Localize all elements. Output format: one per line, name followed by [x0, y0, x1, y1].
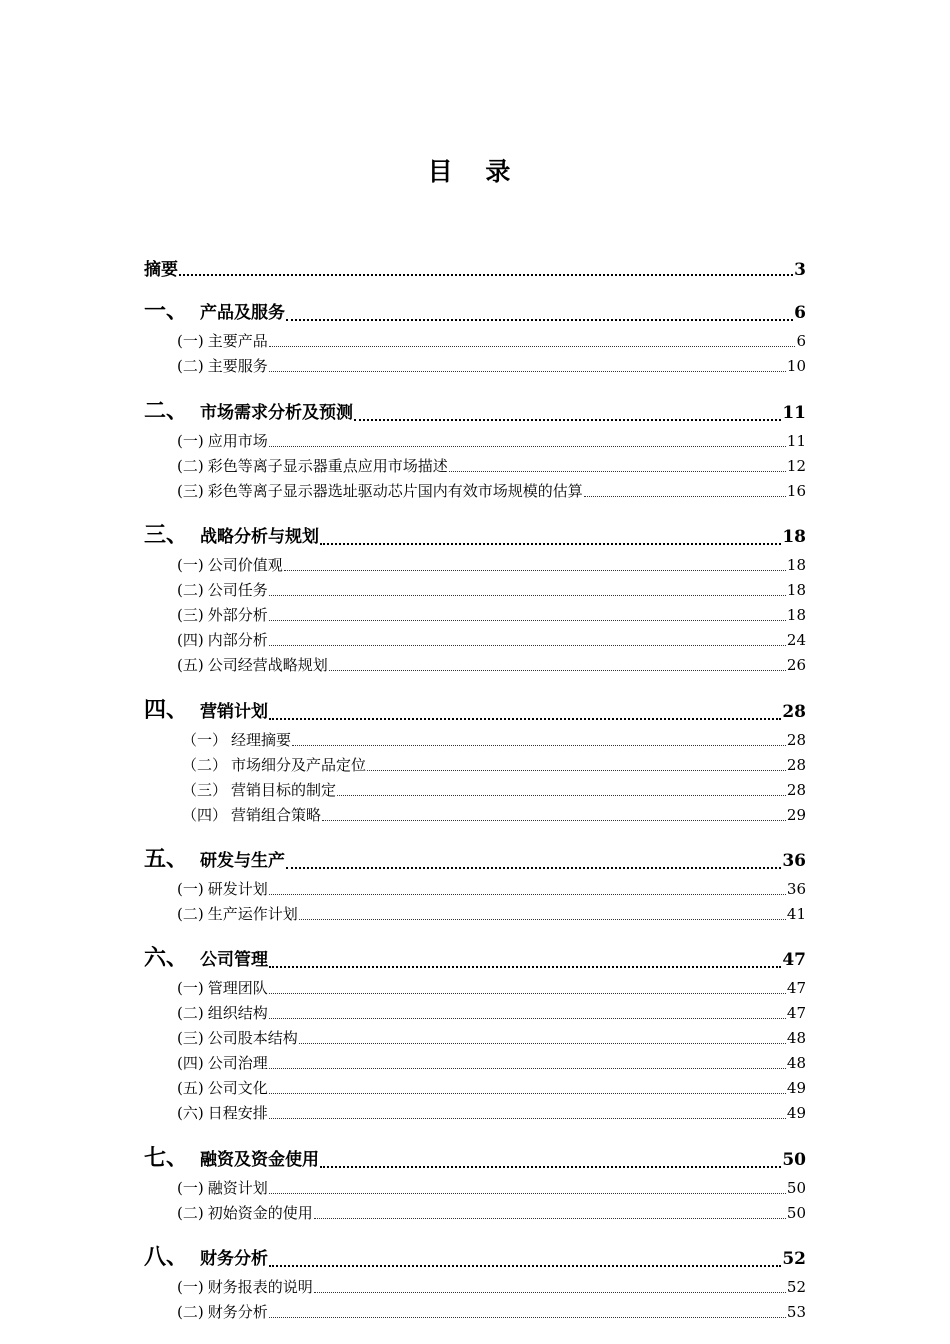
section-page: 48 [786, 1029, 806, 1047]
toc-chapter-entry[interactable] [144, 1240, 806, 1271]
section-title: 应用市场 [207, 432, 268, 450]
dot-leader [269, 718, 781, 720]
section-number: (二) [177, 905, 204, 923]
chapter-number: 七、 [144, 1145, 189, 1171]
section-title: 初始资金的使用 [207, 1204, 313, 1222]
section-page: 24 [786, 631, 806, 649]
dot-leader [269, 966, 781, 968]
section-number: (四) [177, 1054, 204, 1072]
dot-leader [269, 1317, 786, 1318]
toc-entry-title: 摘要 [144, 260, 178, 280]
section-number: (三) [177, 482, 204, 500]
toc-chapter-entry[interactable] [144, 294, 806, 325]
section-page: 12 [786, 457, 806, 475]
toc-section-entry[interactable] [177, 654, 806, 675]
toc-section-entry[interactable] [177, 480, 806, 501]
dot-leader [584, 496, 786, 497]
chapter-title: 营销计划 [200, 702, 268, 722]
dot-leader [284, 570, 786, 571]
toc-chapter-entry[interactable] [144, 941, 806, 972]
toc-section-entry[interactable] [182, 754, 806, 775]
section-number: (二) [177, 457, 204, 475]
section-number: (六) [177, 1104, 204, 1122]
toc-section-entry[interactable] [177, 579, 806, 600]
dot-leader [299, 1043, 786, 1044]
dot-leader [299, 919, 786, 920]
dot-leader [320, 543, 781, 545]
section-title: 财务报表的说明 [207, 1278, 313, 1296]
toc-section-entry[interactable] [177, 1077, 806, 1098]
section-title: 公司经营战略规划 [207, 656, 328, 674]
dot-leader [269, 1093, 786, 1094]
section-page: 26 [786, 656, 806, 674]
dot-leader [269, 1265, 781, 1267]
section-title: 公司股本结构 [207, 1029, 298, 1047]
dot-leader [269, 645, 786, 646]
toc-section-entry[interactable] [177, 455, 806, 476]
dot-leader [314, 1218, 786, 1219]
section-page: 11 [786, 432, 806, 450]
section-number: (一) [177, 880, 204, 898]
dot-leader [286, 867, 781, 869]
section-number: (三) [177, 1029, 204, 1047]
section-title: 营销目标的制定 [231, 781, 337, 799]
section-page: 28 [786, 756, 806, 774]
toc-section-entry[interactable] [177, 554, 806, 575]
section-number: (一) [177, 1278, 204, 1296]
section-title: 生产运作计划 [207, 905, 298, 923]
chapter-page: 36 [782, 851, 806, 871]
section-title: 日程安排 [207, 1104, 268, 1122]
section-page: 50 [786, 1179, 806, 1197]
dot-leader [269, 1118, 786, 1119]
chapter-number: 二、 [144, 398, 189, 424]
dot-leader [322, 820, 786, 821]
section-number: (一) [177, 556, 204, 574]
chapter-number: 六、 [144, 945, 189, 971]
toc-section-entry[interactable] [177, 1177, 806, 1198]
section-title: 市场细分及产品定位 [231, 756, 367, 774]
toc-section-entry[interactable] [177, 1276, 806, 1297]
toc-section-entry[interactable] [177, 1052, 806, 1073]
dot-leader [337, 795, 786, 796]
section-page: 18 [786, 556, 806, 574]
chapter-number: 三、 [144, 522, 189, 548]
toc-section-entry[interactable] [177, 330, 806, 351]
dot-leader [320, 1166, 781, 1168]
toc-section-entry[interactable] [177, 629, 806, 650]
chapter-page: 52 [782, 1249, 806, 1269]
section-title: 经理摘要 [231, 731, 292, 749]
section-title: 公司任务 [207, 581, 268, 599]
toc-section-entry[interactable] [177, 878, 806, 899]
dot-leader [367, 770, 786, 771]
dot-leader [269, 1193, 786, 1194]
section-title: 融资计划 [207, 1179, 268, 1197]
section-page: 28 [786, 731, 806, 749]
toc-chapter-entry[interactable] [144, 518, 806, 549]
toc-chapter-entry[interactable] [144, 1141, 806, 1172]
dot-leader [286, 319, 793, 321]
chapter-number: 八、 [144, 1244, 189, 1270]
section-number: (一) [177, 432, 204, 450]
dot-leader [269, 894, 786, 895]
section-page: 41 [786, 905, 806, 923]
section-number: (一) [177, 1179, 204, 1197]
section-page: 48 [786, 1054, 806, 1072]
dot-leader [314, 1292, 786, 1293]
section-page: 28 [786, 781, 806, 799]
dot-leader [329, 670, 786, 671]
toc-chapter-entry[interactable] [144, 394, 806, 425]
section-title: 管理团队 [207, 979, 268, 997]
toc-section-entry[interactable] [177, 355, 806, 376]
toc-section-entry[interactable] [177, 1202, 806, 1223]
chapter-title: 公司管理 [200, 950, 268, 970]
section-title: 财务分析 [207, 1303, 268, 1321]
section-number: （二） [182, 756, 228, 774]
toc-entry-page: 3 [794, 260, 806, 280]
section-number: (五) [177, 1079, 204, 1097]
chapter-title: 产品及服务 [200, 303, 285, 323]
dot-leader [292, 745, 786, 746]
dot-leader [269, 1068, 786, 1069]
section-number: (四) [177, 631, 204, 649]
section-number: （一） [182, 731, 228, 749]
section-number: (三) [177, 606, 204, 624]
chapter-page: 18 [782, 527, 806, 547]
chapter-title: 财务分析 [200, 1249, 268, 1269]
section-number: （三） [182, 781, 228, 799]
toc-entry-abstract[interactable] [144, 255, 806, 280]
section-page: 52 [786, 1278, 806, 1296]
toc-chapter-entry[interactable] [144, 842, 806, 873]
dot-leader [269, 595, 786, 596]
section-page: 10 [786, 357, 806, 375]
toc-section-entry[interactable] [177, 604, 806, 625]
section-title: 研发计划 [207, 880, 268, 898]
section-page: 47 [786, 979, 806, 997]
chapter-title: 市场需求分析及预测 [200, 403, 353, 423]
chapter-title: 研发与生产 [200, 851, 285, 871]
section-title: 外部分析 [207, 606, 268, 624]
chapter-number: 五、 [144, 846, 189, 872]
toc-section-entry[interactable] [177, 977, 806, 998]
dot-leader [354, 419, 781, 421]
section-page: 47 [786, 1004, 806, 1022]
section-number: (一) [177, 332, 204, 350]
section-page: 36 [786, 880, 806, 898]
section-title: 公司文化 [207, 1079, 268, 1097]
section-page: 18 [786, 606, 806, 624]
section-number: (二) [177, 1004, 204, 1022]
section-page: 18 [786, 581, 806, 599]
section-title: 主要服务 [207, 357, 268, 375]
dot-leader [269, 446, 786, 447]
section-title: 彩色等离子显示器选址驱动芯片国内有效市场规模的估算 [207, 482, 583, 500]
toc-chapter-entry[interactable] [144, 693, 806, 724]
section-page: 29 [786, 806, 806, 824]
chapter-page: 28 [782, 702, 806, 722]
toc-section-entry[interactable] [182, 729, 806, 750]
chapter-title: 融资及资金使用 [200, 1150, 319, 1170]
toc-title: 目 录 [427, 157, 523, 186]
toc-section-entry[interactable] [177, 903, 806, 924]
dot-leader [269, 1018, 786, 1019]
toc-section-entry[interactable] [177, 1002, 806, 1023]
chapter-number: 一、 [144, 298, 189, 324]
toc-section-entry[interactable] [177, 1301, 806, 1322]
section-number: (二) [177, 1204, 204, 1222]
chapter-page: 11 [782, 403, 806, 423]
dot-leader [269, 993, 786, 994]
section-page: 6 [796, 332, 806, 350]
section-title: 组织结构 [207, 1004, 268, 1022]
section-number: (一) [177, 979, 204, 997]
section-number: (二) [177, 1303, 204, 1321]
section-title: 公司价值观 [207, 556, 283, 574]
section-page: 49 [786, 1104, 806, 1122]
section-title: 彩色等离子显示器重点应用市场描述 [207, 457, 448, 475]
toc-section-entry[interactable] [177, 1102, 806, 1123]
section-title: 营销组合策略 [231, 806, 322, 824]
section-page: 50 [786, 1204, 806, 1222]
dot-leader [179, 274, 793, 276]
section-page: 49 [786, 1079, 806, 1097]
dot-leader [449, 471, 786, 472]
chapter-page: 6 [794, 303, 806, 323]
dot-leader [269, 620, 786, 621]
section-page: 53 [786, 1303, 806, 1321]
section-number: (二) [177, 357, 204, 375]
section-number: (二) [177, 581, 204, 599]
section-title: 内部分析 [207, 631, 268, 649]
section-number: （四） [182, 806, 228, 824]
section-page: 16 [786, 482, 806, 500]
toc-section-entry[interactable] [182, 804, 806, 825]
dot-leader [269, 371, 786, 372]
dot-leader [269, 346, 796, 347]
toc-section-entry[interactable] [177, 430, 806, 451]
chapter-title: 战略分析与规划 [200, 527, 319, 547]
toc-section-entry[interactable] [182, 779, 806, 800]
section-number: (五) [177, 656, 204, 674]
chapter-page: 50 [782, 1150, 806, 1170]
chapter-page: 47 [782, 950, 806, 970]
section-title: 主要产品 [207, 332, 268, 350]
chapter-number: 四、 [144, 697, 189, 723]
section-title: 公司治理 [207, 1054, 268, 1072]
toc-section-entry[interactable] [177, 1027, 806, 1048]
